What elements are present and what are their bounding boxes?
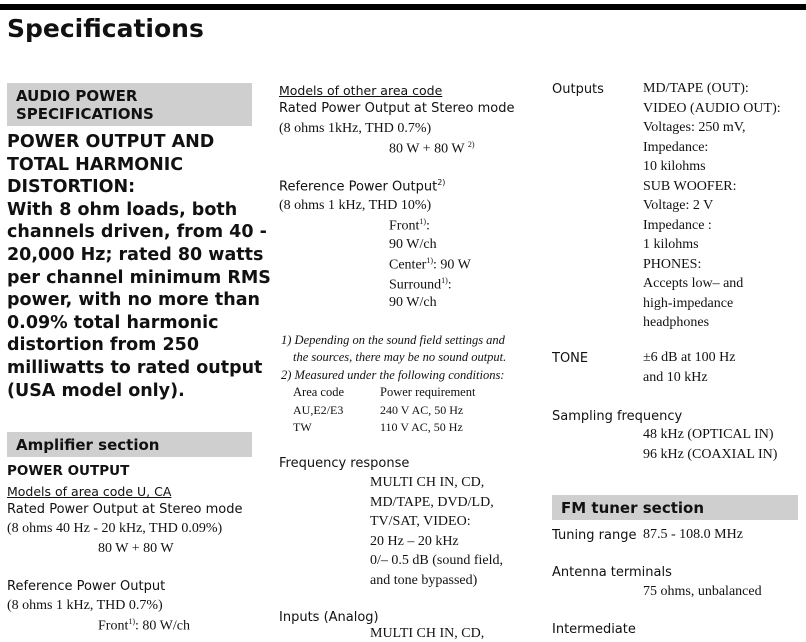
tone-values bbox=[643, 350, 735, 389]
outputs-line: VIDEO (AUDIO OUT): bbox=[643, 100, 781, 116]
statement-line: With 8 ohm loads, both bbox=[7, 199, 238, 220]
tuning-range-label: Tuning range bbox=[552, 528, 637, 543]
reference-values bbox=[389, 217, 471, 315]
footnote-1b: the sources, there may be no sound output. bbox=[293, 350, 507, 364]
sampling-line: 96 kHz (COAXIAL IN) bbox=[643, 446, 778, 462]
outputs-values bbox=[643, 81, 781, 335]
freq-line: TV/SAT, VIDEO: bbox=[370, 514, 471, 529]
front-line: Front$^{1)}$: bbox=[389, 217, 430, 234]
models-uca-heading: Models of area code U, CA bbox=[7, 484, 172, 499]
amplifier-section-title: Amplifier section bbox=[16, 436, 160, 454]
outputs-label: Outputs bbox=[552, 82, 604, 97]
statement-line: POWER OUTPUT AND bbox=[7, 132, 215, 152]
top-rule bbox=[0, 4, 806, 10]
antenna-terminals-value: 75 ohms, unbalanced bbox=[643, 584, 762, 599]
reference-power-label-2: Reference Power Output$^{2)}$ bbox=[279, 178, 446, 195]
outputs-line: headphones bbox=[643, 315, 710, 330]
audio-power-header bbox=[7, 83, 252, 126]
reference-condition-2: (8 ohms 1 kHz, THD 10%) bbox=[279, 198, 432, 213]
freq-line: MD/TAPE, DVD/LD, bbox=[370, 494, 494, 510]
fm-tuner-section-title: FM tuner section bbox=[561, 499, 705, 517]
statement-line: power, with no more than bbox=[7, 290, 260, 311]
outputs-line: 1 kilohms bbox=[643, 237, 699, 252]
tone-line: and 10 kHz bbox=[643, 369, 708, 385]
tone-line: ±6 dB at 100 Hz bbox=[643, 350, 736, 365]
tone-label: TONE bbox=[552, 351, 589, 366]
statement-line: channels driven, from 40 - bbox=[7, 222, 267, 243]
surround-value: 90 W/ch bbox=[389, 295, 437, 310]
fm-tuner-section-header bbox=[552, 495, 798, 520]
freq-line: 0/– 0.5 dB (sound field, bbox=[370, 553, 503, 568]
power-req-row: 110 V AC, 50 Hz bbox=[380, 420, 463, 434]
surround-line: Surround$^{1)}$: bbox=[389, 275, 452, 293]
statement-line: (USA model only). bbox=[7, 380, 185, 401]
outputs-line: MD/TAPE (OUT): bbox=[643, 81, 749, 96]
front-value: 90 W/ch bbox=[389, 236, 437, 252]
front-output: Front$^{1)}$: 80 W/ch bbox=[98, 617, 190, 634]
rated-stereo-label-2: Rated Power Output at Stereo mode bbox=[279, 101, 515, 116]
statement-line: 0.09% total harmonic bbox=[7, 312, 219, 333]
power-req-row: 240 V AC, 50 Hz bbox=[380, 403, 464, 417]
reference-power-label: Reference Power Output bbox=[7, 579, 166, 594]
sampling-frequency-label: Sampling frequency bbox=[552, 409, 683, 424]
power-output-statement bbox=[7, 131, 271, 402]
inputs-partial-line: MULTI CH IN, CD, bbox=[370, 626, 485, 641]
outputs-line: Impedance: bbox=[643, 139, 709, 155]
outputs-line: Voltage: 2 V bbox=[643, 198, 714, 213]
rated-value: 80 W + 80 W bbox=[98, 541, 174, 556]
freq-line: 20 Hz – 20 kHz bbox=[370, 533, 459, 549]
outputs-line: 10 kilohms bbox=[643, 159, 706, 174]
statement-line: distortion from 250 bbox=[7, 335, 200, 356]
outputs-line: SUB WOOFER: bbox=[643, 178, 737, 194]
frequency-response-values bbox=[370, 475, 503, 592]
models-other-heading: Models of other area code bbox=[279, 83, 443, 98]
statement-line: TOTAL HARMONIC bbox=[7, 154, 184, 175]
statement-line: DISTORTION: bbox=[7, 177, 136, 198]
freq-line: and tone bypassed) bbox=[370, 572, 478, 588]
reference-condition: (8 ohms 1 kHz, THD 0.7%) bbox=[7, 598, 163, 613]
page-title: Specifications bbox=[7, 14, 204, 43]
rated-value-2: 80 W + 80 W $^{2)}$ bbox=[389, 140, 475, 157]
rated-stereo-label: Rated Power Output at Stereo mode bbox=[7, 502, 243, 517]
power-req-header: Power requirement bbox=[380, 385, 476, 399]
outputs-line: Accepts low– and bbox=[643, 276, 744, 291]
antenna-terminals-label: Antenna terminals bbox=[552, 565, 672, 580]
outputs-line: PHONES: bbox=[643, 256, 702, 272]
area-code-row: TW bbox=[293, 420, 312, 434]
footnote-2: 2) Measured under the following conditions: bbox=[281, 368, 505, 382]
frequency-response-label: Frequency response bbox=[279, 456, 410, 471]
amplifier-section-header bbox=[7, 432, 252, 457]
rated-condition: (8 ohms 40 Hz - 20 kHz, THD 0.09%) bbox=[7, 521, 223, 536]
area-code-header: Area code bbox=[293, 385, 345, 399]
outputs-line: Impedance : bbox=[643, 217, 712, 233]
freq-line: MULTI CH IN, CD, bbox=[370, 475, 485, 490]
statement-line: 20,000 Hz; rated 80 watts bbox=[7, 244, 264, 265]
outputs-line: high-impedance bbox=[643, 295, 734, 311]
rated-condition-2: (8 ohms 1kHz, THD 0.7%) bbox=[279, 121, 432, 136]
center-line: Center$^{1)}$: 90 W bbox=[389, 256, 471, 273]
audio-power-header-line2: SPECIFICATIONS bbox=[16, 105, 154, 123]
inputs-analog-label: Inputs (Analog) bbox=[279, 610, 379, 625]
statement-line: milliwatts to rated output bbox=[7, 357, 263, 378]
sampling-values bbox=[643, 427, 777, 466]
statement-line: per channel minimum RMS bbox=[7, 267, 271, 288]
power-output-heading: POWER OUTPUT bbox=[7, 463, 130, 479]
intermediate-label: Intermediate bbox=[552, 622, 636, 637]
audio-power-header-line1: AUDIO POWER bbox=[16, 87, 138, 105]
tuning-range-value: 87.5 - 108.0 MHz bbox=[643, 527, 743, 542]
sampling-line: 48 kHz (OPTICAL IN) bbox=[643, 427, 774, 442]
area-code-row: AU,E2/E3 bbox=[293, 403, 344, 417]
footnote-1a: 1) Depending on the sound field settings and bbox=[281, 333, 505, 347]
outputs-line: Voltages: 250 mV, bbox=[643, 120, 746, 135]
